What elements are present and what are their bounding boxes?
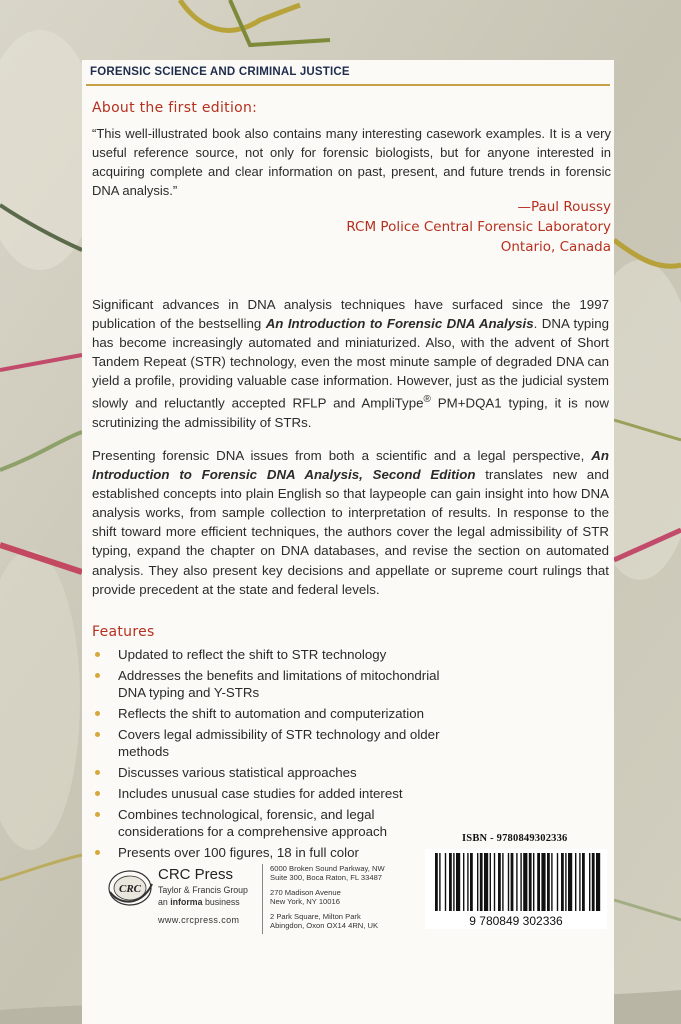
barcode-bar: [547, 853, 550, 911]
gold-divider: [86, 84, 610, 86]
publisher-website: www.crcpress.com: [158, 915, 240, 925]
description-paragraph-1: Significant advances in DNA analysis techniques have surfaced since the 1997 publication of the bestselling An Introduction to Forensic DNA Analysis. DNA typing has become increasingly automated and miniaturized. Also, with the advent of Short Tandem Repeat (STR) technology, even the most minute sample of degraded DNA can yield a profile, providing valuable case information. However, just as the judicial system slowly and reluctantly accepted RFLP and AmpliType® PM+DQA1 typing, it is now scrutinizing the admissibility of STRs.: [92, 297, 610, 430]
crc-logo: [106, 866, 156, 910]
barcode-bar: [557, 853, 558, 911]
barcode-bar: [516, 853, 517, 911]
features-heading: Features: [92, 624, 155, 640]
barcode-bar: [494, 853, 495, 911]
barcode-bar: [439, 853, 440, 911]
barcode-bar: [435, 853, 438, 911]
quote-author: —Paul Roussy: [517, 199, 611, 215]
barcode-bar: [551, 853, 552, 911]
barcode-bar: [541, 853, 545, 911]
barcode-bar: [463, 853, 464, 911]
feature-item: Discusses various statistical approaches: [92, 764, 452, 782]
barcode-bar: [490, 853, 491, 911]
barcode-bar: [582, 853, 585, 911]
barcode-bar: [498, 853, 501, 911]
barcode-bar: [575, 853, 576, 911]
series-title: FORENSIC SCIENCE AND CRIMINAL JUSTICE: [90, 66, 350, 78]
barcode-bar: [568, 853, 572, 911]
barcode-bar: [484, 853, 488, 911]
feature-item: Includes unusual case studies for added interest: [92, 785, 452, 803]
barcode: [425, 849, 607, 929]
barcode-bar: [520, 853, 521, 911]
quote-location: Ontario, Canada: [500, 239, 611, 255]
feature-item: Covers legal admissibility of STR technology and older methods: [92, 726, 452, 761]
barcode-bar: [449, 853, 452, 911]
isbn-label: ISBN - 9780849302336: [462, 833, 568, 844]
barcode-bar: [508, 853, 509, 911]
publisher-name: CRC Press: [158, 866, 234, 883]
address-new-york: 270 Madison Avenue New York, NY 10016: [270, 888, 341, 907]
description-paragraph-2: Presenting forensic DNA issues from both a scientific and a legal perspective, An Introduction to Forensic DNA Analysis, Second Edition translates new and established concepts into plain English so that laypeople can gain insight into how DNA analysis works, from sample collection to interpretation of results. In response to the shift toward more efficient techniques, the authors cover the legal admissibility of STR typing, expand the chapter on DNA databases, and revise the section on automated analysis. They also present key decisions and appellate or supreme court rulings that provide precedent at the state and federal levels.: [92, 448, 609, 597]
address-uk: 2 Park Square, Milton Park Abingdon, Oxon OX14 4RN, UK: [270, 912, 379, 931]
book-title: An Introduction to Forensic DNA Analysis: [265, 316, 534, 332]
feature-item: Presents over 100 figures, 18 in full color: [92, 844, 452, 862]
review-quote: “This well-illustrated book also contains many interesting casework examples. It is a very useful reference source, not only for forensic biologists, but for anyone interested in acquiring complete and clear information on past, present, and future trends in forensic DNA analysis.”: [92, 126, 611, 198]
feature-item: Updated to reflect the shift to STR technology: [92, 646, 452, 664]
quote-organization: RCM Police Central Forensic Laboratory: [346, 219, 611, 235]
barcode-bar: [529, 853, 532, 911]
features-list: [92, 646, 452, 865]
publisher-informa: an informa business: [158, 897, 240, 907]
barcode-bar: [480, 853, 483, 911]
barcode-bar: [453, 853, 454, 911]
feature-item: Reflects the shift to automation and computerization: [92, 705, 452, 723]
barcode-bar: [596, 853, 600, 911]
barcode-bar: [592, 853, 595, 911]
barcode-bar: [561, 853, 564, 911]
about-heading: About the first edition:: [92, 100, 258, 116]
barcode-bar: [502, 853, 503, 911]
book-title-second-edition: An Introduction to Forensic DNA Analysis, Second Edition: [92, 448, 609, 483]
barcode-bar: [467, 853, 468, 911]
crc-logo-text: CRC: [118, 883, 142, 895]
barcode-bar: [579, 853, 580, 911]
barcode-bar: [523, 853, 527, 911]
feature-item: Combines technological, forensic, and legal considerations for a comprehensive approach: [92, 806, 452, 841]
feature-item: Addresses the benefits and limitations of mitochondrial DNA typing and Y-STRs: [92, 667, 452, 702]
barcode-bar: [565, 853, 566, 911]
publisher-group: Taylor & Francis Group: [158, 885, 248, 895]
barcode-bar: [589, 853, 590, 911]
barcode-bar: [511, 853, 514, 911]
barcode-bar: [456, 853, 460, 911]
divider-line: [262, 864, 263, 934]
barcode-digits: 9 780849 302336: [469, 914, 563, 928]
barcode-bar: [477, 853, 478, 911]
barcode-bar: [533, 853, 534, 911]
barcode-bar: [537, 853, 540, 911]
barcode-bar: [470, 853, 473, 911]
address-boca-raton: 6000 Broken Sound Parkway, NW Suite 300, Boca Raton, FL 33487: [270, 864, 385, 883]
barcode-bar: [445, 853, 446, 911]
